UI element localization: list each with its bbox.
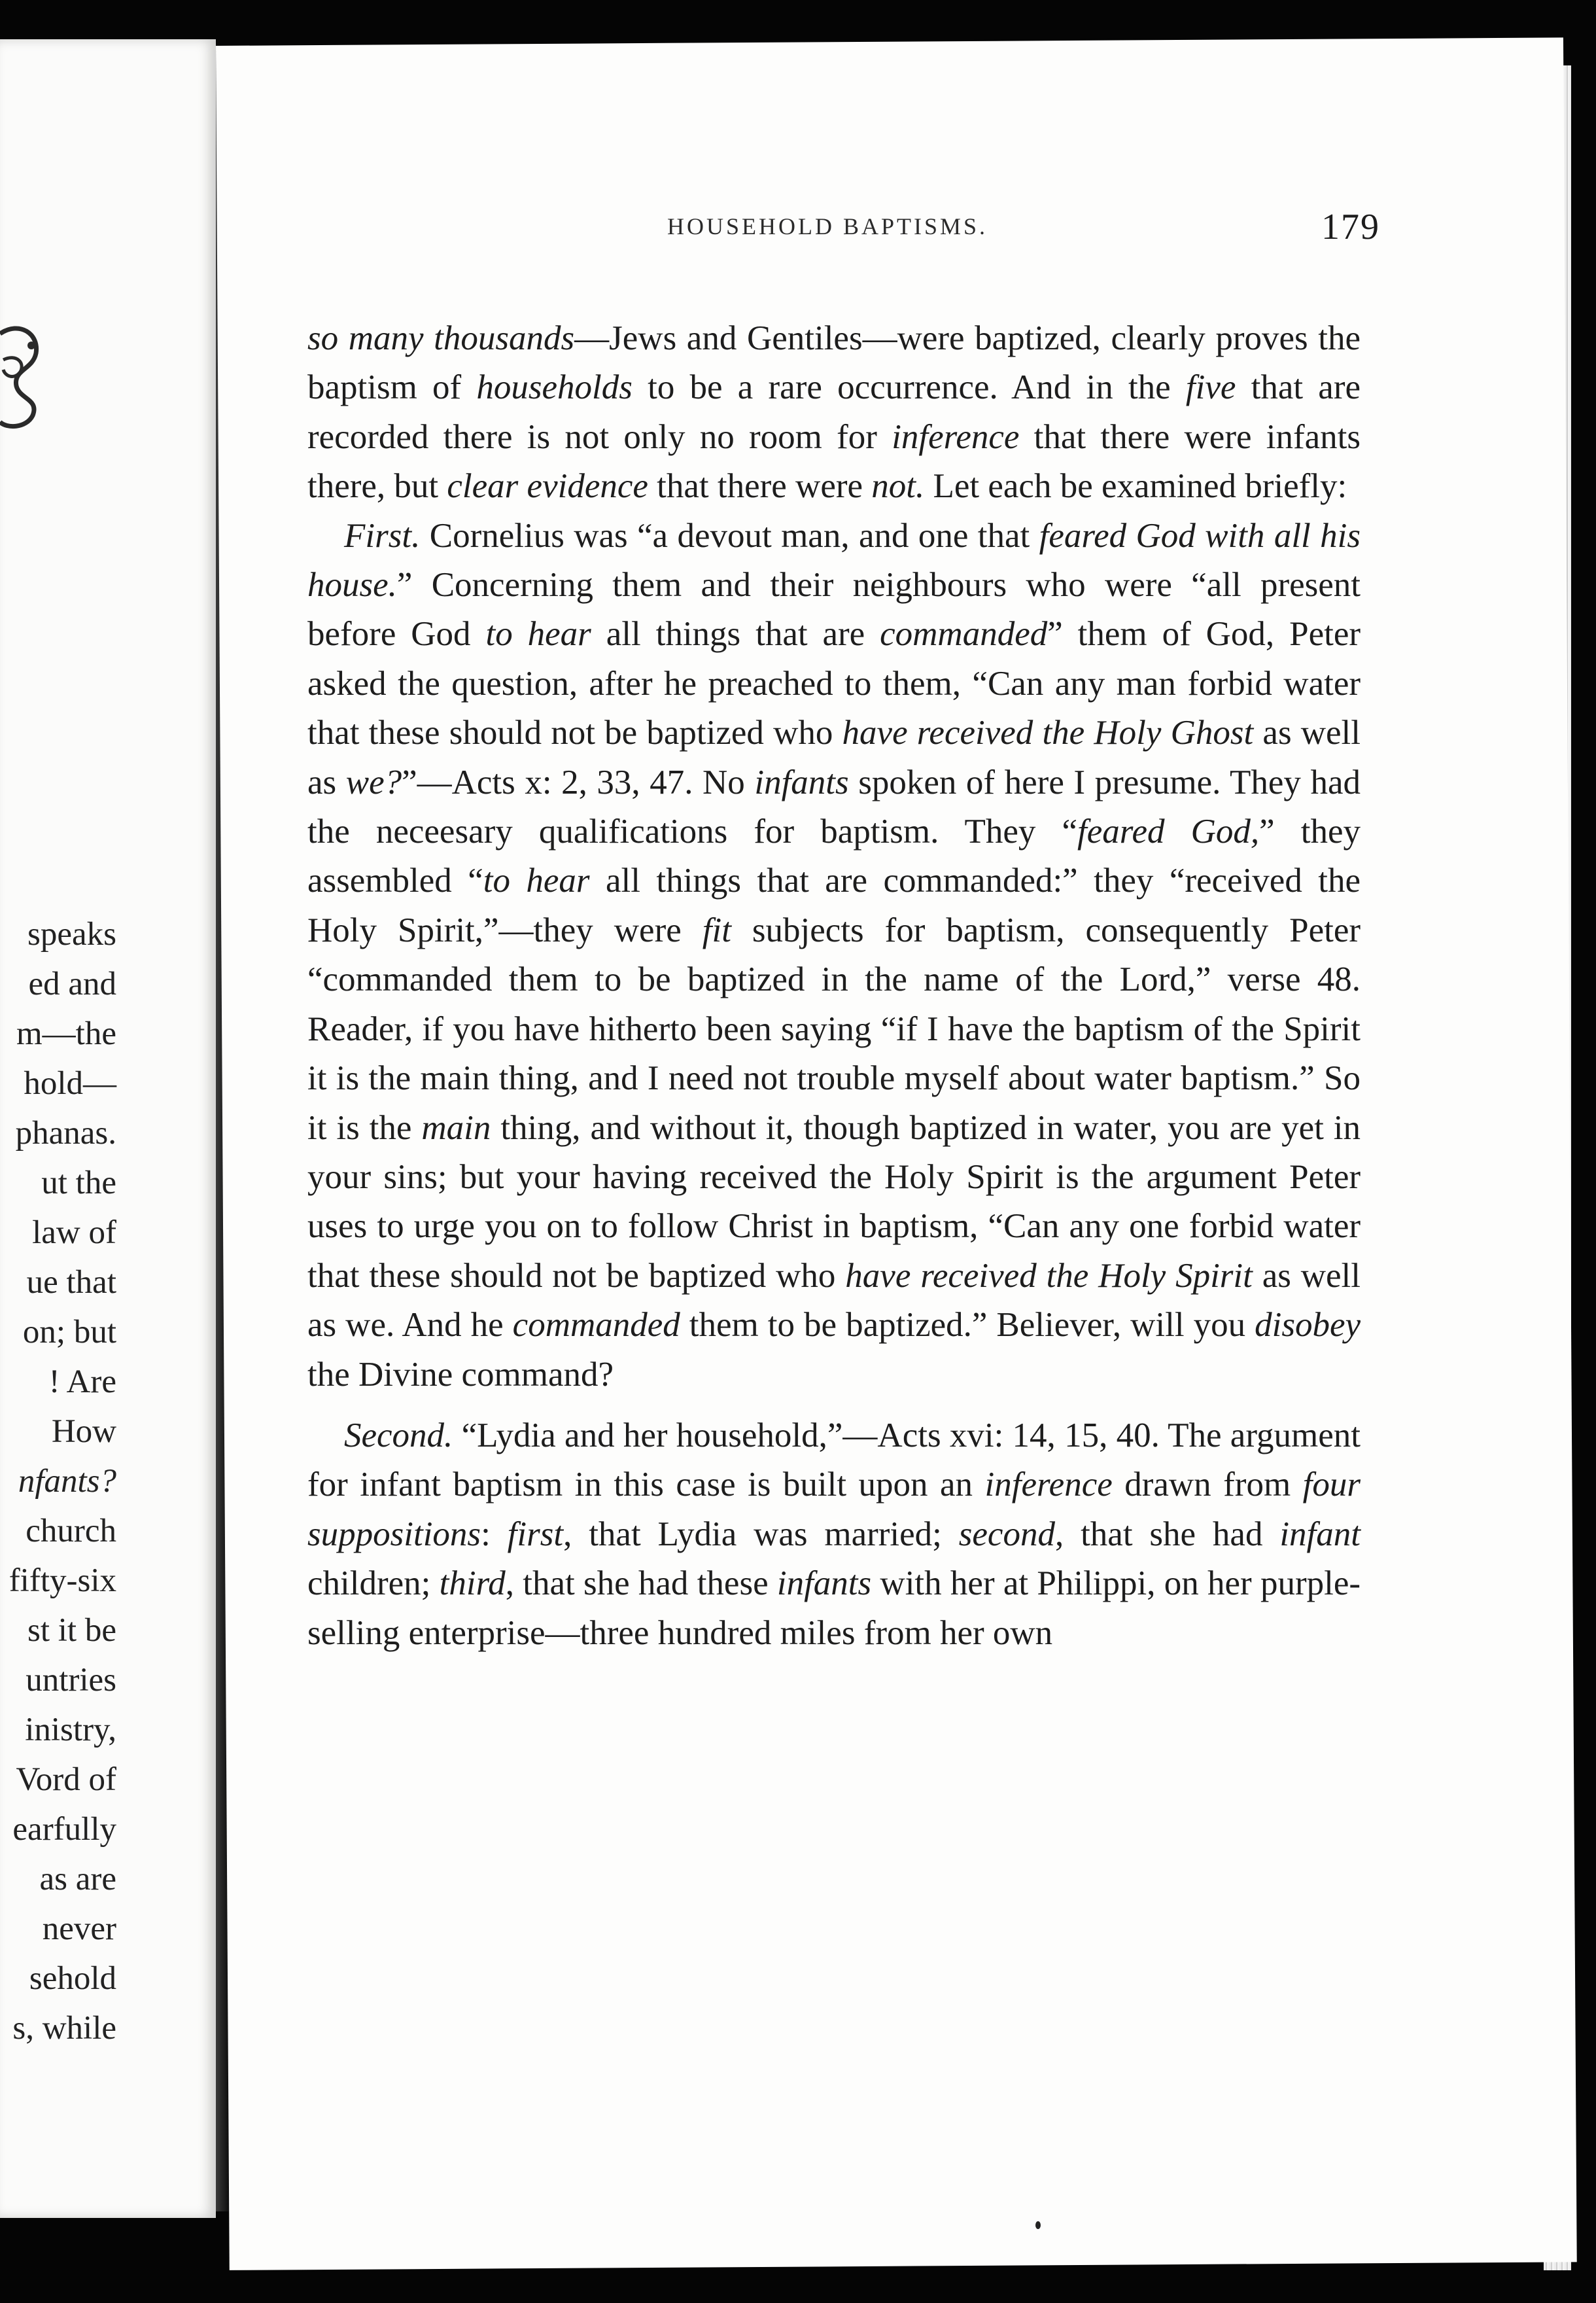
text-segment: spoken of here I presume. They had the neceesary qualifications for baptism. They “ xyxy=(307,763,1361,851)
facing-page-line: earfully xyxy=(12,1811,116,1848)
italic-text-segment: first xyxy=(507,1515,564,1553)
facing-page-line: fifty-six xyxy=(9,1562,116,1599)
italic-text-segment: fit xyxy=(702,911,731,949)
italic-text-segment: infant xyxy=(1279,1515,1361,1553)
text-segment: Cornelius was “a devout man, and one that xyxy=(420,516,1039,555)
text-segment: ”—Acts x: 2, 33, 47. No xyxy=(402,763,755,801)
text-segment: the Divine command? xyxy=(307,1355,614,1394)
text-segment: “Lydia and her household,”—Acts xvi: 14, 15, 40. The argument for infant baptism in this case is built upon an xyxy=(307,1416,1361,1504)
page-number: 179 xyxy=(1321,207,1380,247)
facing-page-line: s, while xyxy=(12,2010,116,2047)
text-segment: as well as we. And he xyxy=(307,1256,1361,1345)
text-segment: , that she had xyxy=(1054,1515,1280,1553)
running-head: HOUSEHOLD BAPTISMS. xyxy=(667,213,988,239)
italic-text-segment: commanded xyxy=(512,1306,680,1345)
page-header xyxy=(451,206,1380,252)
paragraph xyxy=(307,512,1361,1399)
text-segment: , that Lydia was married; xyxy=(563,1515,959,1553)
facing-page-line: sehold xyxy=(29,1960,116,1997)
facing-page-line: ue that xyxy=(26,1264,116,1301)
text-segment: that are recorded there is not only no room for xyxy=(307,368,1361,456)
facing-page-line: ed and xyxy=(28,966,116,1002)
ornament-fragment xyxy=(0,308,46,438)
facing-page-line: phanas. xyxy=(15,1115,116,1152)
italic-text-segment: inference xyxy=(892,417,1020,456)
facing-page-line: as are xyxy=(39,1861,116,1897)
text-segment: children; xyxy=(307,1564,440,1603)
italic-text-segment: to hear xyxy=(485,615,591,654)
italic-text-segment: third xyxy=(439,1564,506,1603)
facing-page-line: never xyxy=(42,1910,116,1947)
text-segment: Let each be examined briefly: xyxy=(924,467,1347,506)
italic-text-segment: First. xyxy=(344,516,421,555)
italic-text-segment: five xyxy=(1185,368,1236,407)
body-text xyxy=(307,314,1361,1658)
italic-text-segment: inference xyxy=(984,1466,1113,1504)
italic-text-segment: second xyxy=(958,1515,1055,1553)
italic-text-segment: commanded xyxy=(880,615,1048,654)
text-segment: , that she had these xyxy=(505,1564,777,1603)
italic-text-segment: Second. xyxy=(344,1416,453,1454)
text-segment: ” Concerning them and their neighbours who were “all present before God xyxy=(307,566,1361,654)
paragraph xyxy=(307,314,1361,512)
text-segment: subjects for baptism, consequently Peter “commanded them to be baptized in the name of the Lord,” verse 48. Reader, if you have hitherto been saying “if I have the baptism of the Spirit it is the main thing, and I need not trouble myself about water baptism.” So it is the xyxy=(307,911,1361,1147)
facing-page-line: untries xyxy=(26,1662,116,1698)
text-segment: ” them of God, Peter asked the question, after he preached to them, “Can any man forbid water that these should not be baptized who xyxy=(307,615,1361,752)
facing-page-line: How xyxy=(51,1413,116,1450)
facing-page-line: ! Are xyxy=(48,1363,116,1400)
facing-page-text-fragments xyxy=(9,909,116,2053)
facing-page-line: church xyxy=(26,1513,116,1549)
text-segment: as well as xyxy=(307,714,1361,801)
italic-text-segment: feared God, xyxy=(1077,813,1260,851)
text-segment: that there were infants there, but xyxy=(307,417,1361,506)
italic-text-segment: main xyxy=(421,1108,491,1147)
paragraph xyxy=(307,1411,1361,1658)
italic-text-segment: we? xyxy=(345,763,402,801)
facing-page-line: speaks xyxy=(27,916,116,953)
print-speck xyxy=(1035,2221,1041,2229)
facing-page-line: on; but xyxy=(22,1314,116,1350)
facing-page-line: ut the xyxy=(41,1165,116,1201)
italic-text-segment: so many thousands xyxy=(307,319,575,357)
text-segment: all things that are commanded:” they “received the Holy Spirit,”—they were xyxy=(307,862,1361,949)
text-segment: with her at Philippi, on her purple-selling enterprise—three hundred miles from her own xyxy=(307,1564,1361,1652)
italic-text-segment: infants xyxy=(754,763,849,801)
text-segment: that there were xyxy=(648,467,872,506)
italic-text-segment: not. xyxy=(871,467,925,506)
facing-page-line: hold— xyxy=(24,1065,116,1102)
text-segment: drawn from xyxy=(1112,1466,1303,1504)
facing-page-line: law of xyxy=(32,1214,116,1251)
italic-text-segment: feared God with all his house. xyxy=(307,516,1361,605)
text-segment: ” they assembled “ xyxy=(307,813,1361,900)
italic-text-segment: have received the Holy Spirit xyxy=(845,1256,1253,1295)
facing-page-line: Vord of xyxy=(16,1761,116,1798)
facing-page xyxy=(0,39,216,2218)
italic-text-segment: infants xyxy=(776,1564,872,1603)
italic-text-segment: households xyxy=(476,368,633,407)
italic-text-segment: clear evidence xyxy=(447,467,648,506)
text-segment: to be a rare occurrence. And in the xyxy=(632,368,1186,407)
facing-page-line: st it be xyxy=(27,1612,116,1649)
italic-text-segment: disobey xyxy=(1255,1306,1361,1345)
text-segment: : xyxy=(481,1515,508,1553)
italic-text-segment: have received the Holy Ghost xyxy=(842,714,1254,752)
text-segment: them to be baptized.” Believer, will you xyxy=(680,1306,1255,1345)
text-segment: all things that are xyxy=(591,615,880,654)
facing-page-line: m—the xyxy=(16,1015,116,1052)
facing-page-line: inistry, xyxy=(25,1712,116,1748)
facing-page-line: nfants? xyxy=(18,1463,116,1500)
italic-text-segment: four suppositions xyxy=(307,1466,1361,1553)
text-segment: —Jews and Gentiles—were baptized, clearly proves the baptism of xyxy=(307,319,1361,407)
italic-text-segment: to hear xyxy=(483,862,590,900)
text-segment: thing, and without it, though baptized in water, you are yet in your sins; but your having received the Holy Spirit is the argument Peter uses to urge you on to follow Christ in baptism, “Can any one forbid water that these should not be baptized who xyxy=(307,1108,1361,1295)
